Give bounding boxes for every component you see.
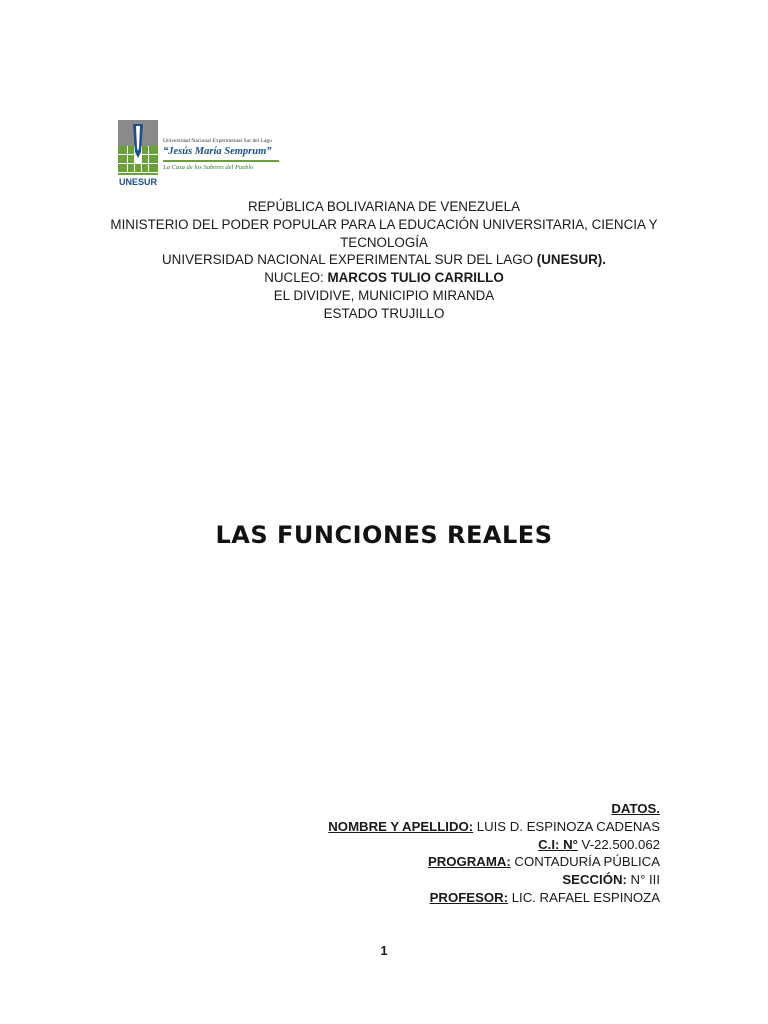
header-line-ministry-cont: TECNOLOGÍA [340, 234, 428, 250]
page-number: 1 [380, 943, 388, 958]
datos-seccion: SECCIÓN: N° III [562, 872, 660, 888]
logo-university-name: Universidad Nacional Experimental Sur del Lago [163, 138, 272, 144]
datos-programa: PROGRAMA: CONTADURÍA PÚBLICA [427, 854, 660, 870]
datos-heading: DATOS. [611, 801, 660, 816]
institution-header [110, 198, 658, 323]
student-data-block [328, 800, 660, 907]
header-line-ministry: MINISTERIO DEL PODER POPULAR PARA LA EDUCACIÓN UNIVERSITARIA, CIENCIA Y [110, 216, 658, 232]
logo-text-block [163, 138, 287, 172]
datos-ci: C.I: N° V-22.500.062 [538, 836, 660, 852]
header-line-state: ESTADO TRUJILLO [323, 305, 445, 321]
document-title: LAS FUNCIONES REALES [215, 521, 553, 549]
unesur-logo-icon [117, 120, 159, 188]
svg-text:UNESUR: UNESUR [118, 177, 158, 187]
datos-nombre: NOMBRE Y APELLIDO: LUIS D. ESPINOZA CADENAS [328, 818, 660, 834]
datos-profesor: PROFESOR: LIC. RAFAEL ESPINOZA [429, 889, 660, 905]
header-line-university: UNIVERSIDAD NACIONAL EXPERIMENTAL SUR DEL LAGO (UNESUR). [162, 252, 606, 268]
header-line-republic: REPÚBLICA BOLIVARIANA DE VENEZUELA [247, 199, 521, 214]
header-line-location: EL DIVIDIVE, MUNICIPIO MIRANDA [273, 287, 495, 303]
logo-namesake: “Jesús María Semprum” [163, 146, 272, 157]
university-logo [117, 120, 287, 190]
header-line-nucleo: NUCLEO: MARCOS TULIO CARRILLO [264, 270, 504, 286]
logo-divider [163, 160, 279, 162]
logo-slogan: La Casa de los Saberes del Pueblo [163, 164, 254, 171]
